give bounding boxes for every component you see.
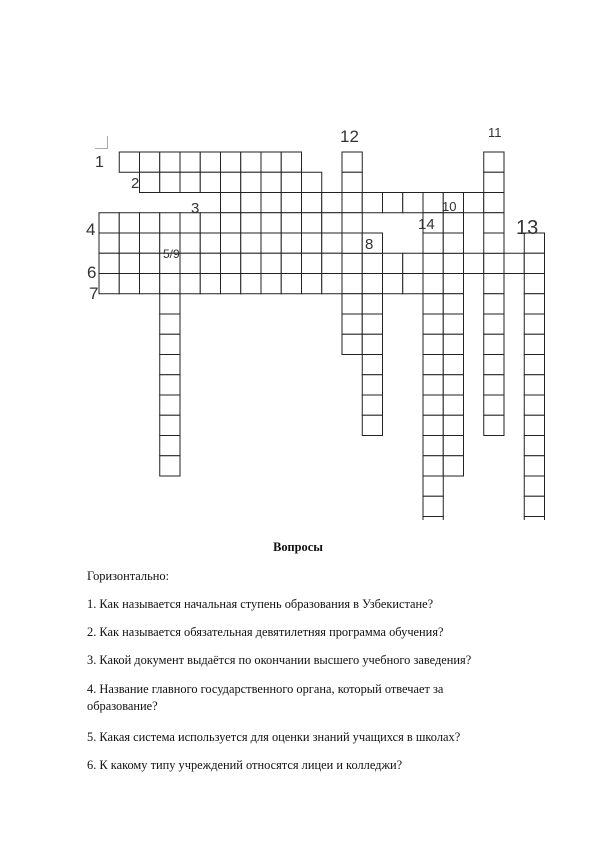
crossword-cell[interactable]	[160, 213, 180, 233]
crossword-cell[interactable]	[403, 253, 423, 273]
crossword-cell[interactable]	[200, 152, 220, 172]
crossword-cell[interactable]	[362, 314, 382, 334]
questions-title: Вопросы	[273, 540, 323, 554]
crossword-cell[interactable]	[119, 213, 139, 233]
crossword-cell[interactable]	[524, 253, 544, 273]
crossword-cell[interactable]	[484, 314, 504, 334]
crossword-cell[interactable]	[423, 334, 443, 354]
clue-number-1: 1	[95, 154, 104, 171]
crossword-cell[interactable]	[423, 314, 443, 334]
crossword-cell[interactable]	[140, 274, 160, 294]
crossword-cell[interactable]	[362, 274, 382, 294]
crossword-cell[interactable]	[342, 193, 362, 213]
crossword-cell[interactable]	[160, 314, 180, 334]
crossword-cell[interactable]	[140, 172, 160, 192]
crossword-cell[interactable]	[281, 274, 301, 294]
crossword-cell[interactable]	[443, 213, 463, 233]
crossword-cell[interactable]	[443, 294, 463, 314]
crossword-cell[interactable]	[221, 233, 241, 253]
crossword-cell[interactable]	[261, 172, 281, 192]
crossword-cell[interactable]	[443, 436, 463, 456]
crossword-cell[interactable]	[261, 193, 281, 213]
crossword-cell[interactable]	[423, 395, 443, 415]
crossword-cell[interactable]	[342, 294, 362, 314]
crossword-cell[interactable]	[160, 355, 180, 375]
crossword-cell[interactable]	[160, 456, 180, 476]
crossword-cell[interactable]	[443, 355, 463, 375]
crossword-cell[interactable]	[524, 476, 544, 496]
crossword-cell[interactable]	[342, 152, 362, 172]
crossword-cell[interactable]	[484, 172, 504, 192]
crossword-cell[interactable]	[484, 395, 504, 415]
crossword-cell[interactable]	[443, 233, 463, 253]
crossword-cell[interactable]	[200, 253, 220, 273]
crossword-cell[interactable]	[322, 274, 342, 294]
crossword-cell[interactable]	[423, 436, 443, 456]
crossword-cell[interactable]	[342, 274, 362, 294]
crossword-cell[interactable]	[423, 496, 443, 516]
crossword-cell[interactable]	[484, 294, 504, 314]
crossword-cell[interactable]	[524, 456, 544, 476]
crossword-cell[interactable]	[403, 193, 423, 213]
crossword-cell[interactable]	[524, 496, 544, 516]
crossword-cell[interactable]	[180, 152, 200, 172]
crossword-cell[interactable]	[322, 193, 342, 213]
crossword-cell[interactable]	[484, 152, 504, 172]
question-5: 5. Какая система используется для оценки знаний учащихся в школах?	[87, 730, 461, 744]
crossword-cell[interactable]	[484, 334, 504, 354]
crossword-cell[interactable]	[200, 172, 220, 192]
crossword-cell[interactable]	[160, 436, 180, 456]
crossword-cell[interactable]	[140, 152, 160, 172]
crossword-cell[interactable]	[423, 456, 443, 476]
crossword-cell[interactable]	[281, 213, 301, 233]
crossword-cell[interactable]	[261, 233, 281, 253]
crossword-cell[interactable]	[342, 213, 362, 233]
clue-number-5-9: 5/9	[163, 247, 180, 261]
crossword-cell[interactable]	[281, 152, 301, 172]
crossword-cell[interactable]	[383, 274, 403, 294]
crossword-cell[interactable]	[484, 213, 504, 233]
clue-number-7: 7	[89, 284, 99, 303]
crossword-cell[interactable]	[281, 233, 301, 253]
question-3: 3. Какой документ выдаётся по окончании высшего учебного заведения?	[87, 653, 472, 667]
crossword-cell[interactable]	[281, 172, 301, 192]
crossword-cell[interactable]	[160, 415, 180, 435]
crossword-cell[interactable]	[383, 253, 403, 273]
crossword-cell[interactable]	[200, 274, 220, 294]
crossword-cell[interactable]	[464, 253, 484, 273]
crossword-cell[interactable]	[362, 193, 382, 213]
crossword-cell[interactable]	[423, 233, 443, 253]
crossword-cell[interactable]	[423, 517, 443, 521]
crossword-cell[interactable]	[524, 294, 544, 314]
crossword-cell[interactable]	[160, 395, 180, 415]
crossword-cell[interactable]	[241, 233, 261, 253]
crossword-cell[interactable]	[180, 233, 200, 253]
crossword-cell[interactable]	[119, 253, 139, 273]
clue-number-3: 3	[191, 200, 200, 217]
crossword-cell[interactable]	[423, 193, 443, 213]
crossword-cell[interactable]	[302, 253, 322, 273]
crossword-cell[interactable]	[423, 355, 443, 375]
crossword-cell[interactable]	[302, 213, 322, 233]
crossword-cell[interactable]	[484, 253, 504, 273]
crossword-cell[interactable]	[160, 152, 180, 172]
crossword-cell[interactable]	[261, 253, 281, 273]
crossword-cell[interactable]	[342, 253, 362, 273]
clue-number-4: 4	[86, 220, 96, 239]
crossword-cell[interactable]	[423, 294, 443, 314]
crossword-cell[interactable]	[362, 334, 382, 354]
crossword-cell[interactable]	[504, 253, 524, 273]
crossword-cell[interactable]	[180, 172, 200, 192]
crossword-cell[interactable]	[362, 395, 382, 415]
clue-number-13: 13	[516, 217, 539, 239]
crossword-cell[interactable]	[524, 436, 544, 456]
crossword-cell[interactable]	[342, 334, 362, 354]
crossword-cell[interactable]	[160, 172, 180, 192]
crossword-cell[interactable]	[322, 253, 342, 273]
crossword-cell[interactable]	[241, 274, 261, 294]
crossword-cell[interactable]	[261, 274, 281, 294]
crossword-cell[interactable]	[119, 152, 139, 172]
crossword-cell[interactable]	[423, 253, 443, 273]
crossword-cell[interactable]	[200, 213, 220, 233]
crossword-cell[interactable]	[221, 152, 241, 172]
crossword-cell[interactable]	[140, 213, 160, 233]
crossword-cell[interactable]	[524, 274, 544, 294]
clue-number-2: 2	[131, 175, 140, 192]
crossword-cell[interactable]	[443, 253, 463, 273]
crossword-cell[interactable]	[241, 213, 261, 233]
crossword-cell[interactable]	[99, 233, 119, 253]
question-6: 6. К какому типу учреждений относятся лицеи и колледжи?	[87, 758, 403, 772]
crossword-cell[interactable]	[443, 375, 463, 395]
crossword-cell[interactable]	[443, 274, 463, 294]
crossword-cell[interactable]	[423, 415, 443, 435]
crossword-cell[interactable]	[403, 274, 423, 294]
crossword-cell[interactable]	[302, 274, 322, 294]
crossword-cell[interactable]	[524, 355, 544, 375]
question-4: 4. Название главного государственного органа, который отвечает за образование?	[87, 682, 444, 713]
crossword-cell[interactable]	[221, 274, 241, 294]
crossword-cell[interactable]	[241, 193, 261, 213]
crossword-cell[interactable]	[140, 253, 160, 273]
crossword-cell[interactable]	[241, 172, 261, 192]
clue-number-6: 6	[87, 263, 97, 282]
crossword-cell[interactable]	[443, 334, 463, 354]
crossword-cell[interactable]	[241, 152, 261, 172]
crossword-cell[interactable]	[443, 415, 463, 435]
crossword-cell[interactable]	[160, 274, 180, 294]
crossword-cell[interactable]	[160, 375, 180, 395]
crossword-cell[interactable]	[241, 253, 261, 273]
clue-number-12: 12	[340, 127, 359, 146]
crossword-cell[interactable]	[362, 375, 382, 395]
clue-number-11: 11	[488, 125, 502, 140]
clue-number-8: 8	[365, 236, 374, 253]
crossword-cell[interactable]	[342, 233, 362, 253]
crossword-cell[interactable]	[99, 253, 119, 273]
crossword-cell[interactable]	[180, 274, 200, 294]
crossword-cell[interactable]	[342, 314, 362, 334]
crossword-cell[interactable]	[362, 355, 382, 375]
crossword-cell[interactable]	[484, 193, 504, 213]
crossword-cell[interactable]	[423, 375, 443, 395]
crossword-cell[interactable]	[119, 274, 139, 294]
crossword-cell[interactable]	[524, 395, 544, 415]
crossword-cell[interactable]	[281, 253, 301, 273]
crossword-cell[interactable]	[443, 456, 463, 476]
crossword-cell[interactable]	[484, 375, 504, 395]
crossword-cell[interactable]	[302, 233, 322, 253]
crossword-cell[interactable]	[484, 274, 504, 294]
crossword-cell[interactable]	[302, 172, 322, 192]
crossword-cell[interactable]	[221, 172, 241, 192]
crossword-cell[interactable]	[443, 314, 463, 334]
crossword-cell[interactable]	[261, 213, 281, 233]
crossword-cell[interactable]	[160, 334, 180, 354]
clue-number-14: 14	[418, 216, 435, 233]
crossword-cell[interactable]	[261, 152, 281, 172]
crossword-cell[interactable]	[99, 213, 119, 233]
crossword-cell[interactable]	[200, 233, 220, 253]
crossword-cell[interactable]	[464, 193, 484, 213]
question-1: 1. Как называется начальная ступень образования в Узбекистане?	[87, 597, 434, 611]
crossword-cell[interactable]	[160, 294, 180, 314]
crossword-cell[interactable]	[484, 355, 504, 375]
crossword-cell[interactable]	[221, 193, 241, 213]
crossword-cell[interactable]	[524, 314, 544, 334]
crossword-cell[interactable]	[221, 213, 241, 233]
crossword-cell[interactable]	[342, 172, 362, 192]
clue-number-10: 10	[442, 199, 457, 214]
crossword-cell[interactable]	[383, 193, 403, 213]
crossword-cell[interactable]	[524, 334, 544, 354]
crossword-cell[interactable]	[423, 476, 443, 496]
crossword-cell[interactable]	[140, 233, 160, 253]
question-2: 2. Как называется обязательная девятилетняя программа обучения?	[87, 625, 444, 639]
crossword-cell[interactable]	[322, 213, 342, 233]
crossword-cell[interactable]	[221, 253, 241, 273]
crossword-cell[interactable]	[524, 375, 544, 395]
crossword-cell[interactable]	[443, 395, 463, 415]
crossword-cell[interactable]	[180, 253, 200, 273]
section-horizontal-label: Горизонтально:	[87, 569, 170, 583]
crossword-cell[interactable]	[484, 233, 504, 253]
crossword-cell[interactable]	[524, 415, 544, 435]
crossword-cell[interactable]	[99, 274, 119, 294]
crossword-cell[interactable]	[423, 274, 443, 294]
crossword-cell[interactable]	[524, 517, 544, 521]
crossword-cell[interactable]	[362, 415, 382, 435]
crossword-cell[interactable]	[281, 193, 301, 213]
crossword-cell[interactable]	[362, 253, 382, 273]
crossword-cell[interactable]	[484, 415, 504, 435]
crossword-cell[interactable]	[362, 294, 382, 314]
crossword-cell[interactable]	[302, 193, 322, 213]
crossword-cell[interactable]	[119, 233, 139, 253]
crossword-cell[interactable]	[322, 233, 342, 253]
